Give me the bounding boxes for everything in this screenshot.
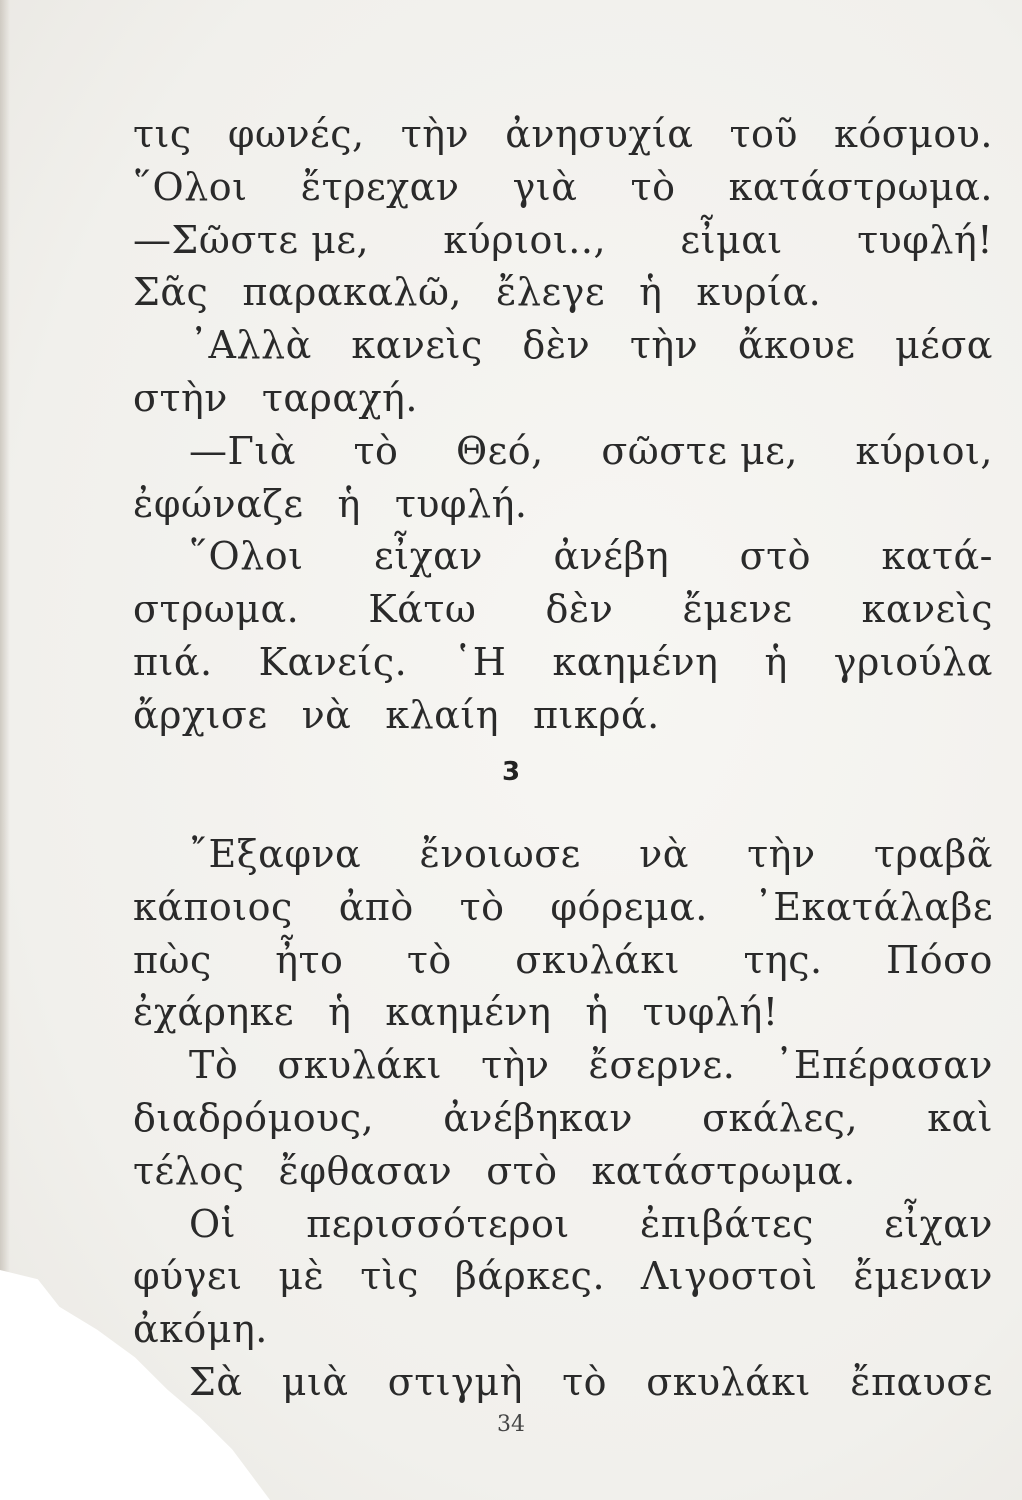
text-block-bottom xyxy=(133,828,993,1409)
word: καημένη xyxy=(552,639,719,684)
text-line xyxy=(133,161,993,214)
word: μὲ xyxy=(278,1254,325,1299)
word: τοῦ xyxy=(729,112,799,156)
word: Σᾶς xyxy=(133,270,209,315)
word: κανεὶς xyxy=(351,323,483,368)
word: τὶς xyxy=(360,1254,419,1299)
word: περισσότεροι xyxy=(306,1201,570,1246)
word: Θεό, xyxy=(455,428,544,473)
word: μιὰ xyxy=(281,1359,349,1404)
word: δὲν xyxy=(522,323,591,368)
word: κλαίη xyxy=(385,692,499,737)
word: στιγμὴ xyxy=(387,1359,523,1404)
word: ἡ xyxy=(585,990,609,1035)
word: στρωμα. xyxy=(133,587,300,632)
word: καὶ xyxy=(927,1095,993,1140)
word: τὸ xyxy=(459,884,505,929)
text-line xyxy=(133,425,993,478)
text-line xyxy=(133,372,993,425)
word: εἶχαν xyxy=(884,1201,993,1246)
text-line xyxy=(133,636,993,689)
word: ἀνησυχία xyxy=(505,112,694,156)
word: βάρκες. xyxy=(454,1254,606,1299)
word: ῎Εξαφνα xyxy=(189,832,362,876)
word: κυρία. xyxy=(696,270,822,315)
text-line xyxy=(133,934,993,987)
word: ἔσερνε. xyxy=(588,1043,736,1088)
text-line xyxy=(133,319,993,372)
text-line xyxy=(133,828,993,881)
word: τὴν xyxy=(400,112,470,156)
text-line xyxy=(133,478,993,531)
word: ἀκόμη. xyxy=(133,1307,268,1352)
word: τὴν xyxy=(629,323,699,368)
word: τὴν xyxy=(747,832,816,876)
text-line xyxy=(133,108,993,161)
word: στὸ xyxy=(739,534,812,579)
word: φύγει xyxy=(133,1254,243,1299)
word: τέλος xyxy=(133,1148,245,1193)
word: ἡ xyxy=(328,990,352,1035)
word: ἔνοιωσε xyxy=(419,832,581,876)
word: κανεὶς xyxy=(861,587,993,632)
word: κατάστρωμα. xyxy=(591,1148,856,1193)
word: ἐφώναζε xyxy=(133,481,304,526)
word: τὸ xyxy=(353,428,399,473)
word: παρακαλῶ, xyxy=(242,270,463,315)
word: ἔλεγε xyxy=(496,270,606,315)
word: τυφλή! xyxy=(642,990,779,1035)
word: ἔφθασαν xyxy=(278,1148,453,1193)
word: —Σῶστε με, xyxy=(133,217,370,262)
word: σῶστε με, xyxy=(601,428,798,473)
page-number: 34 xyxy=(497,1412,525,1437)
word: σκυλάκι xyxy=(515,937,680,982)
word: της. xyxy=(743,937,823,982)
text-line xyxy=(133,1303,993,1356)
text-line xyxy=(133,266,993,319)
word: ῞Ολοι xyxy=(133,164,248,209)
section-number: 3 xyxy=(501,757,521,787)
text-line xyxy=(133,583,993,636)
text-line xyxy=(133,881,993,934)
word: Κανείς. xyxy=(258,639,408,684)
word: σκυλάκι xyxy=(646,1359,811,1404)
word: τὸ xyxy=(562,1359,607,1404)
word: εἶχαν xyxy=(374,534,483,579)
word: Λιγοστοὶ xyxy=(640,1254,818,1299)
text-block-top xyxy=(133,108,993,742)
word: ῞Ολοι xyxy=(189,534,304,579)
word: σκυλάκι xyxy=(277,1043,442,1088)
word: νὰ xyxy=(301,692,352,737)
word: τυφλή! xyxy=(857,217,993,262)
word: ἡ xyxy=(337,481,361,526)
word: κόσμου. xyxy=(834,112,993,156)
text-line xyxy=(133,689,993,742)
word: ἡ xyxy=(764,639,788,684)
word: ἀνέβη xyxy=(553,534,670,579)
word: ᾿Εκατάλαβε xyxy=(753,884,993,929)
word: κύριοι.., xyxy=(443,217,607,262)
word: εἶμαι xyxy=(680,217,783,262)
word: ἔμενε xyxy=(682,587,793,632)
word: κατάστρωμα. xyxy=(728,164,993,209)
word: ἦτο xyxy=(275,937,344,982)
text-line xyxy=(133,1356,993,1409)
word: φωνές, xyxy=(227,112,365,156)
text-line xyxy=(133,1198,993,1251)
text-line xyxy=(133,1145,993,1198)
word: Οἱ xyxy=(189,1201,237,1246)
word: ᾿Αλλὰ xyxy=(189,323,312,368)
word: ταραχή. xyxy=(261,375,418,420)
word: Κάτω xyxy=(368,587,477,632)
word: γιὰ xyxy=(512,164,578,209)
word: μέσα xyxy=(894,323,993,368)
word: καημένη xyxy=(385,990,552,1035)
word: ἔτρεχαν xyxy=(300,164,460,209)
word: τυφλή. xyxy=(394,481,528,526)
word: κάποιος xyxy=(133,884,293,929)
word: ἄρχισε xyxy=(133,692,268,737)
word: ἔπαυσε xyxy=(850,1359,993,1404)
text-line xyxy=(133,1092,993,1145)
word: ἔμεναν xyxy=(853,1254,993,1299)
word: τὴν xyxy=(481,1043,550,1088)
word: ἄκουε xyxy=(737,323,856,368)
word: ᾿Επέρασαν xyxy=(774,1043,993,1088)
word: τὸ xyxy=(630,164,676,209)
word: Τὸ xyxy=(189,1043,239,1088)
word: νὰ xyxy=(639,832,689,876)
text-line xyxy=(133,1039,993,1092)
word: —Γιὰ xyxy=(189,428,296,473)
word: τις xyxy=(133,112,192,156)
word: ἐχάρηκε xyxy=(133,990,295,1035)
word: ἡ xyxy=(639,270,663,315)
word: ἀνέβηκαν xyxy=(443,1095,633,1140)
word: τραβᾶ xyxy=(873,832,993,876)
text-line xyxy=(133,214,993,267)
word: στὴν xyxy=(133,375,228,420)
word: ἐπιβάτες xyxy=(639,1201,814,1246)
word: τὸ xyxy=(406,937,452,982)
word: ἀπὸ xyxy=(338,884,414,929)
word: σκάλες, xyxy=(702,1095,859,1140)
word: φόρεμα. xyxy=(550,884,708,929)
word: Πόσο xyxy=(886,937,993,982)
word: στὸ xyxy=(486,1148,558,1193)
word: δὲν xyxy=(545,587,614,632)
word: Σὰ xyxy=(189,1359,243,1404)
word: πικρά. xyxy=(533,692,660,737)
word: γριούλα xyxy=(833,639,993,684)
text-line xyxy=(133,530,993,583)
text-line xyxy=(133,986,993,1039)
word: πιά. xyxy=(133,639,213,684)
word: διαδρόμους, xyxy=(133,1095,375,1140)
word: ῾Η xyxy=(453,639,507,684)
word: πὼς xyxy=(133,937,212,982)
text-line xyxy=(133,1250,993,1303)
word: κύριοι, xyxy=(855,428,993,473)
word: κατά- xyxy=(881,534,993,579)
